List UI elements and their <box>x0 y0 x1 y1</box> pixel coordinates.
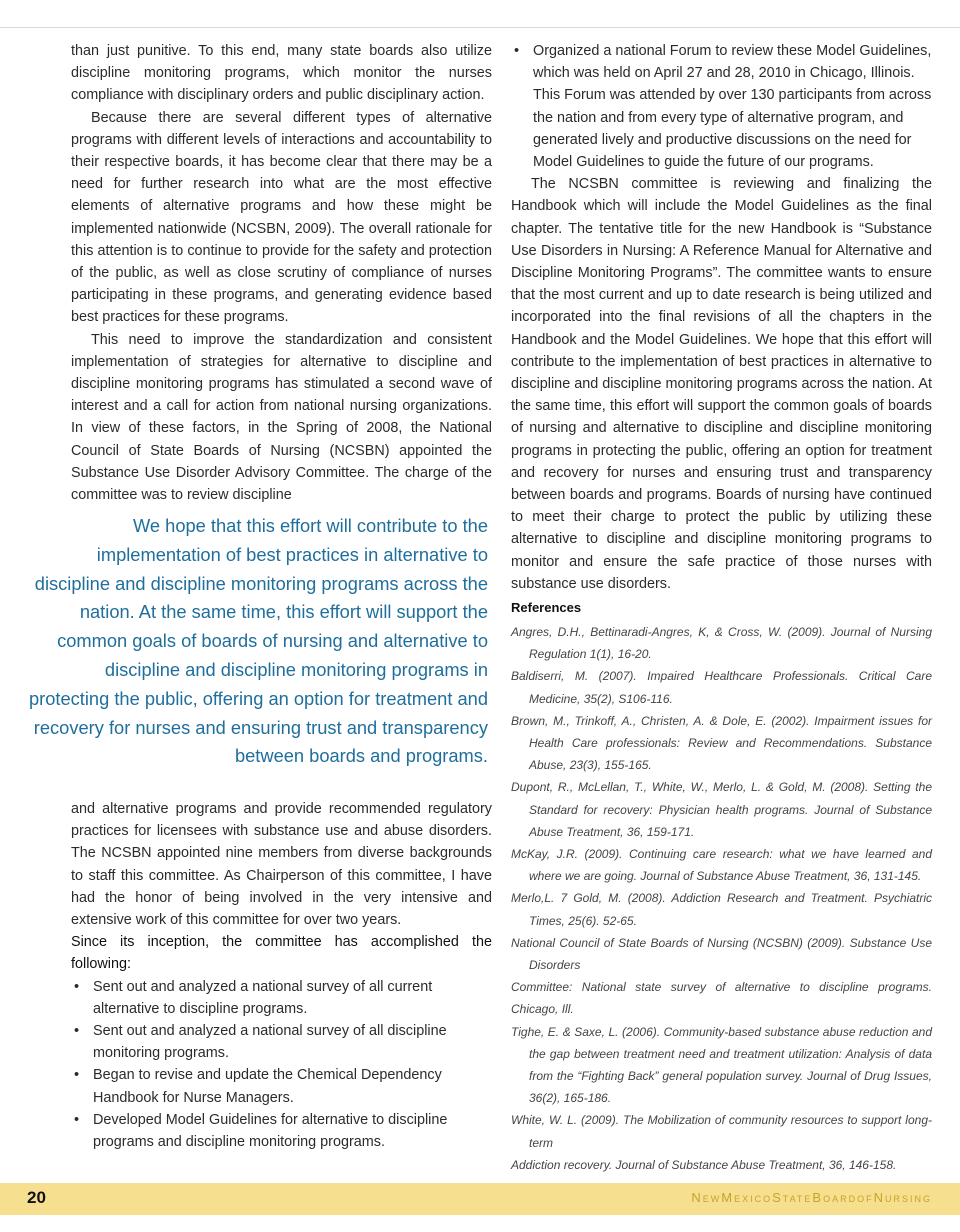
reference-item: Brown, M., Trinkoff, A., Christen, A. & Dole, E. (2002). Impairment issues for Health Care professionals: Review and Recommendations. Substance Abuse, 23(3), 155-165. <box>511 713 932 773</box>
left-paragraph-2: Because there are several different types of alternative programs with different levels of interactions and accountability to their respective boards, it has become clear that there may be a need for further research into what are the most effective elements of alternative programs and how these might be implemented nationwide (NCSBN, 2009). The overall rationale for this attention is to continue to provide for the safety and protection of the public, as well as close scrutiny of compliance of nurses participating in these programs, and generating evidence based best practices for these programs. <box>71 109 492 326</box>
reference-item: Dupont, R., McLellan, T., White, W., Merlo, L. & Gold, M. (2008). Setting the Standard for recovery: Physician health programs. Journal of Substance Abuse Treatment, 36, 159-171. <box>511 780 932 839</box>
forum-list <box>511 40 932 173</box>
list-item: • Sent out and analyzed a national survey of all current alternative to discipline programs. <box>71 976 492 1020</box>
pull-quote: We hope that this effort will contribute to the implementation of best practices in alternative to discipline and discipline monitoring programs across the nation. At the same time, this effort will support the common goals of boards of nursing and alternative to discipline and discipline monitoring programs in protecting the public, offering an option for treatment and recovery for nurses and ensuring trust and transparency between boards and programs. <box>28 515 488 767</box>
accomplishments-list <box>71 976 492 1154</box>
left-column-bottom <box>71 798 492 1153</box>
left-paragraph-3: This need to improve the standardization and consistent implementation of strategies for alternative to discipline and discipline monitoring programs has stimulated a second wave of interest and a call for action from national nursing organizations. In view of these factors, in the Spring of 2008, the National Council of State Boards of Nursing (NCSBN) appointed the Substance Use Disorder Advisory Committee. The charge of the committee was to review discipline <box>71 331 492 504</box>
left-paragraph-1: than just punitive. To this end, many state boards also utilize discipline monitoring programs, which monitor the nurses compliance with disciplinary orders and public disciplinary action. <box>71 43 492 104</box>
right-column <box>511 40 932 595</box>
page-number: 20 <box>27 1188 46 1207</box>
list-item: • Organized a national Forum to review these Model Guidelines, which was held on April 27 and 28, 2010 in Chicago, Illinois. This Forum was attended by over 130 participants from across the nation and from every type of alternative program, and generated lively and productive discussions on the need for Model Guidelines to guide the future of our programs. <box>511 40 932 173</box>
reference-item: Merlo,L. 7 Gold, M. (2008). Addiction Research and Treatment. Psychiatric Times, 25(6). 52-65. <box>511 891 932 928</box>
right-paragraph-1: The NCSBN committee is reviewing and finalizing the Handbook which will include the Model Guidelines as the final chapter. The tentative title for the new Handbook is “Substance Use Disorders in Nursing: A Reference Manual for Alternative and Discipline Monitoring Programs”. The committee wants to ensure that the most current and up to date research is being utilized and incorporated into the final revisions of all the chapters in the Handbook and the Model Guidelines. We hope that this effort will contribute to the implementation of best practices in alternative to discipline and discipline monitoring programs across the nation. At the same time, this effort will support the common goals of boards of nursing and alternative to discipline and discipline monitoring programs in protecting the public, offering an option for treatment and recovery for nurses and ensuring trust and transparency between boards and programs. Boards of nursing have continued to meet their charge to protect the public by utilizing these alternative to discipline and discipline monitoring programs to monitor and ensure the safe practice of those nurses with substance use disorders. <box>511 176 932 592</box>
publication-title: NewMexicoStateBoardofNursing <box>691 1190 932 1205</box>
reference-item: McKay, J.R. (2009). Continuing care research: what we have learned and where we are going. Journal of Substance Abuse Treatment, 36, 131-145. <box>511 847 932 884</box>
left-column-top <box>71 40 492 506</box>
reference-item: Baldiserri, M. (2007). Impaired Healthcare Professionals. Critical Care Medicine, 35(2), S106-116. <box>511 669 932 706</box>
left-paragraph-4: and alternative programs and provide recommended regulatory practices for licensees with substance use and abuse disorders. The NCSBN appointed nine members from diverse backgrounds to staff this committee. As Chairperson of this committee, I have had the honor of being involved in the very intensive and extensive work of this committee for over two years. <box>71 801 492 929</box>
reference-item: Committee: National state survey of alternative to discipline programs. Chicago, Ill. <box>511 980 932 1017</box>
reference-item: White, W. L. (2009). The Mobilization of community resources to support long-term <box>511 1113 932 1150</box>
references-section <box>511 600 932 1176</box>
accomplishments-lead: Since its inception, the committee has accomplished the following: <box>71 934 492 973</box>
top-rule <box>0 27 960 28</box>
reference-item: Tighe, E. & Saxe, L. (2006). Community-based substance abuse reduction and the gap between treatment need and treatment utilization: Analysis of data from the “Fighting Back” general population survey. Journal of Drug Issues, 36(2), 165-186. <box>511 1024 932 1106</box>
list-item: • Began to revise and update the Chemical Dependency Handbook for Nurse Managers. <box>71 1064 492 1108</box>
list-item: • Sent out and analyzed a national survey of all discipline monitoring programs. <box>71 1020 492 1064</box>
list-item: • Developed Model Guidelines for alternative to discipline programs and discipline monitoring programs. <box>71 1109 492 1153</box>
reference-item: Addiction recovery. Journal of Substance Abuse Treatment, 36, 146-158. <box>511 1157 897 1172</box>
reference-item: National Council of State Boards of Nursing (NCSBN) (2009). Substance Use Disorders <box>511 935 932 973</box>
references-heading: References <box>511 600 582 615</box>
reference-item: Angres, D.H., Bettinaradi-Angres, K, & Cross, W. (2009). Journal of Nursing Regulation 1(1), 16-20. <box>511 625 932 662</box>
